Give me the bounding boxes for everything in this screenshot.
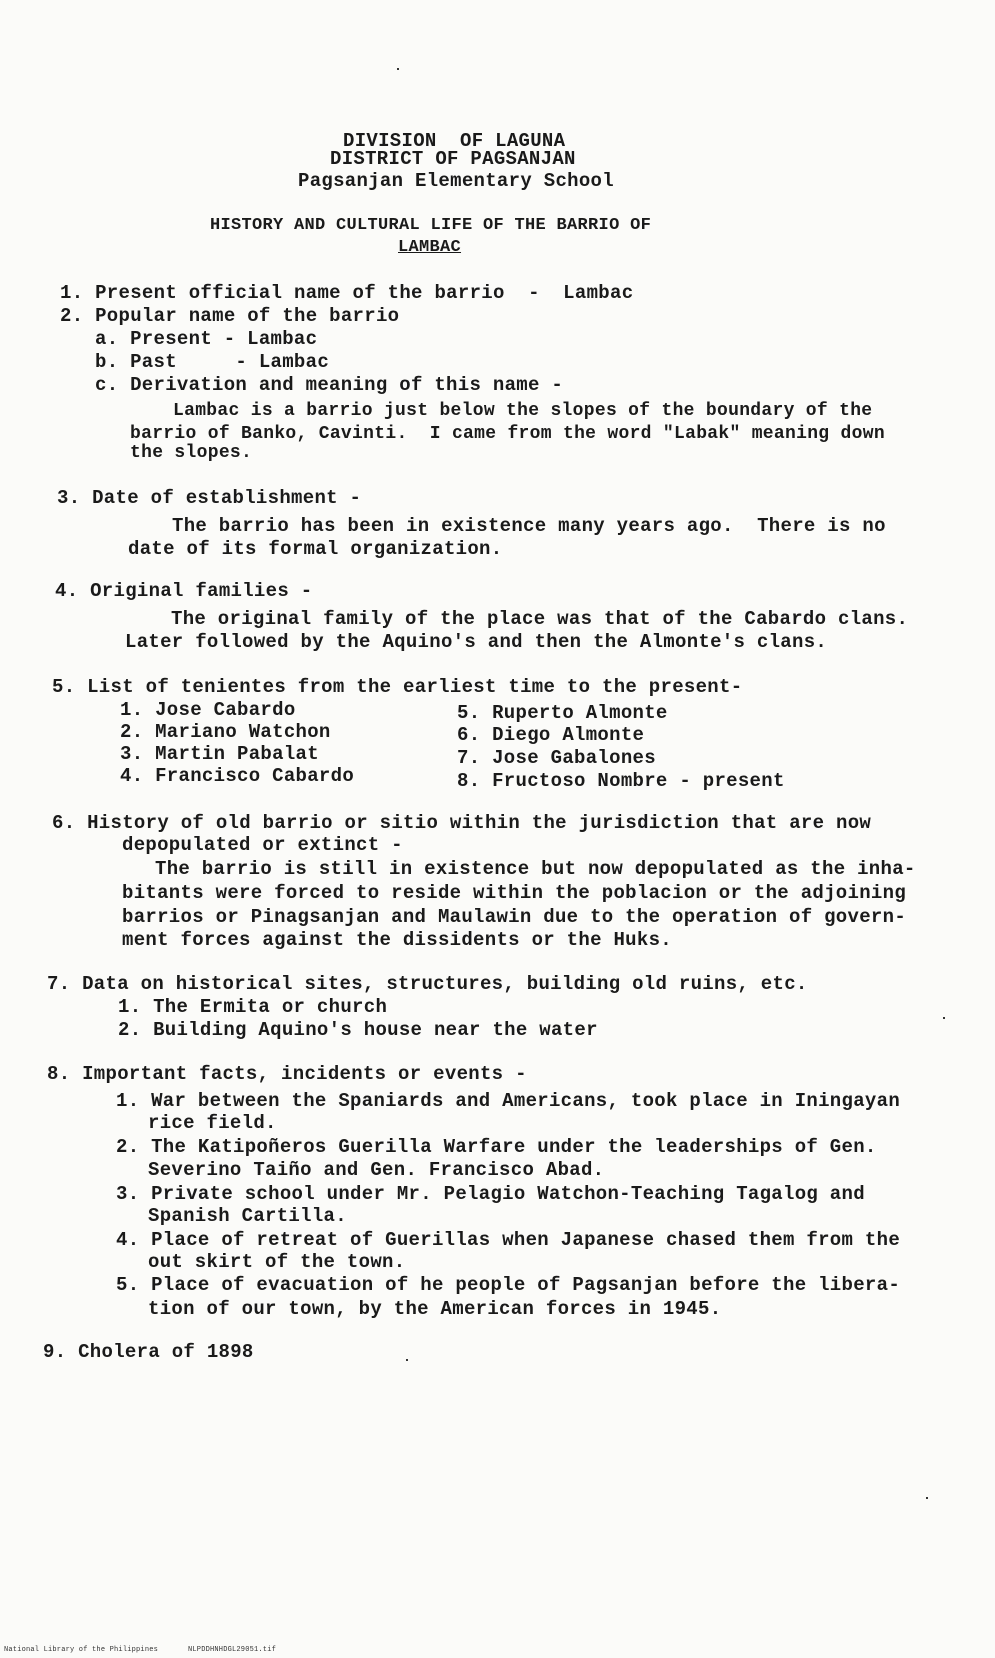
division-heading: DIVISION OF LAGUNA — [343, 130, 566, 152]
scan-speck — [406, 1359, 408, 1361]
item-2a: a. Present - Lambac — [95, 328, 318, 350]
item-4-paragraph-line: Later followed by the Aquino's and then the Almonte's clans. — [125, 631, 828, 653]
item-1-official-name: 1. Present official name of the barrio - Lambac — [60, 282, 634, 304]
teniente-entry: 7. Jose Gabalones — [457, 747, 656, 769]
teniente-entry: 4. Francisco Cabardo — [120, 765, 355, 787]
event-entry: 2. The Katipoñeros Guerilla Warfare under the leaderships of Gen. — [116, 1136, 877, 1158]
item-2c: c. Derivation and meaning of this name - — [95, 374, 564, 396]
event-entry-cont: out skirt of the town. — [148, 1251, 406, 1273]
scan-speck — [926, 1497, 928, 1499]
document-title: HISTORY AND CULTURAL LIFE OF THE BARRIO OF — [210, 216, 652, 235]
item-2c-paragraph-line: barrio of Banko, Cavinti. I came from the word "Labak" meaning down — [130, 424, 885, 444]
event-entry: 3. Private school under Mr. Pelagio Watchon-Teaching Tagalog and — [116, 1183, 865, 1205]
teniente-entry: 1. Jose Cabardo — [120, 699, 296, 721]
event-entry-cont: rice field. — [148, 1112, 277, 1134]
event-entry: 5. Place of evacuation of he people of Pagsanjan before the libera- — [116, 1274, 901, 1296]
school-heading: Pagsanjan Elementary School — [298, 170, 614, 192]
district-heading: DISTRICT OF PAGSANJAN — [330, 148, 576, 170]
event-entry-cont: Spanish Cartilla. — [148, 1205, 347, 1227]
item-7-heading: 7. Data on historical sites, structures, building old ruins, etc. — [47, 973, 808, 995]
item-8-heading: 8. Important facts, incidents or events - — [47, 1063, 527, 1085]
barrio-title: LAMBAC — [398, 238, 462, 257]
item-2c-paragraph-line: Lambac is a barrio just below the slopes of the boundary of the — [173, 401, 873, 421]
event-entry: 1. War between the Spaniards and Americans, took place in Iningayan — [116, 1090, 901, 1112]
item-2-heading: 2. Popular name of the barrio — [60, 305, 400, 327]
item-3-paragraph-line: The barrio has been in existence many years ago. There is no — [172, 515, 886, 537]
item-6-paragraph-line: barrios or Pinagsanjan and Maulawin due to the operation of govern- — [122, 906, 907, 928]
event-entry-cont: tion of our town, by the American forces in 1945. — [148, 1298, 722, 1320]
item-2b: b. Past - Lambac — [95, 351, 330, 373]
teniente-entry: 8. Fructoso Nombre - present — [457, 770, 785, 792]
event-entry: 4. Place of retreat of Guerillas when Japanese chased them from the — [116, 1229, 901, 1251]
item-6-heading-cont: depopulated or extinct - — [122, 834, 403, 856]
teniente-entry: 3. Martin Pabalat — [120, 743, 319, 765]
historical-site-entry: 1. The Ermita or church — [118, 996, 388, 1018]
scan-speck — [397, 68, 399, 70]
item-5-heading: 5. List of tenientes from the earliest time to the present- — [52, 676, 743, 698]
item-2c-paragraph-line: the slopes. — [130, 443, 253, 463]
historical-site-entry: 2. Building Aquino's house near the water — [118, 1019, 598, 1041]
item-9-cholera: 9. Cholera of 1898 — [43, 1341, 254, 1363]
item-6-paragraph-line: bitants were forced to reside within the poblacion or the adjoining — [122, 882, 907, 904]
item-6-paragraph-line: ment forces against the dissidents or the Huks. — [122, 929, 672, 951]
teniente-entry: 2. Mariano Watchon — [120, 721, 331, 743]
scan-speck — [943, 1017, 945, 1019]
teniente-entry: 6. Diego Almonte — [457, 724, 645, 746]
item-6-paragraph-line: The barrio is still in existence but now depopulated as the inha- — [155, 858, 916, 880]
footer-library-label: National Library of the Philippines — [4, 1646, 159, 1654]
event-entry-cont: Severino Taiño and Gen. Francisco Abad. — [148, 1159, 605, 1181]
item-6-heading: 6. History of old barrio or sitio within the jurisdiction that are now — [52, 812, 872, 834]
item-4-heading: 4. Original families - — [55, 580, 313, 602]
item-4-paragraph-line: The original family of the place was that of the Cabardo clans. — [171, 608, 909, 630]
footer-file-name: NLPDDHNHDGL29051.tif — [188, 1646, 277, 1654]
teniente-entry: 5. Ruperto Almonte — [457, 702, 668, 724]
item-3-paragraph-line: date of its formal organization. — [128, 538, 503, 560]
item-3-heading: 3. Date of establishment - — [57, 487, 362, 509]
